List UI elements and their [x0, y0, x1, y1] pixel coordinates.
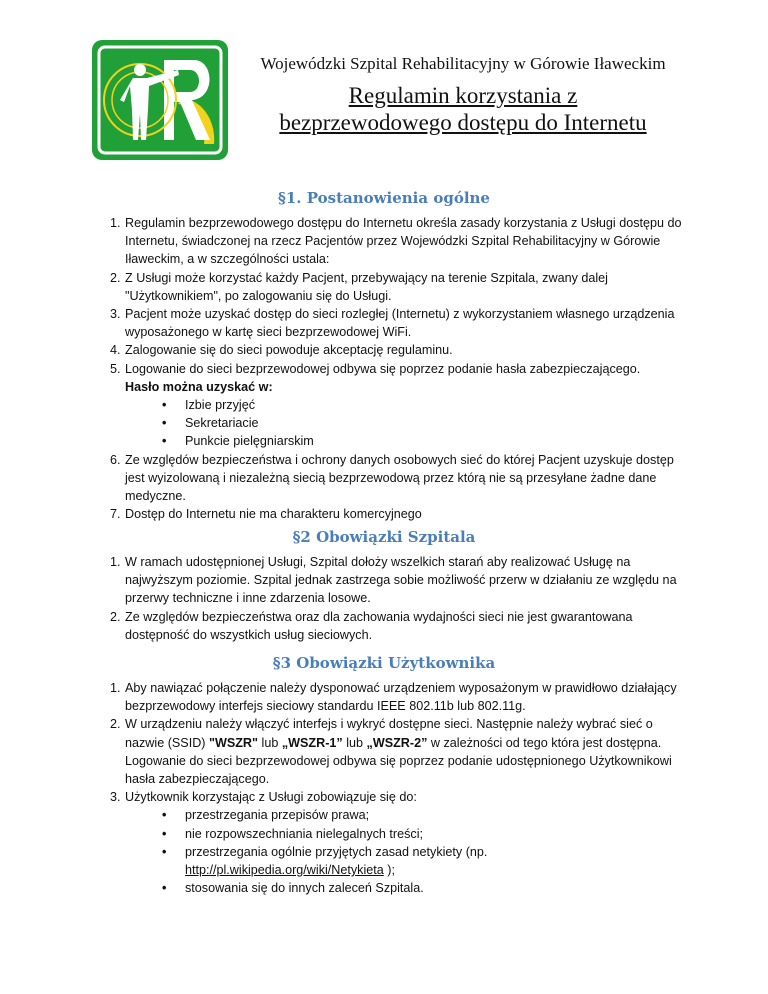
list-item — [0, 608, 768, 644]
bullet-icon: • — [162, 881, 167, 896]
bullet-item — [0, 806, 768, 824]
netykieta-link[interactable]: http://pl.wikipedia.org/wiki/Netykieta — [185, 863, 384, 878]
list-item — [0, 715, 768, 788]
title-line-2: bezprzewodowego dostępu do Internetu — [279, 110, 647, 135]
bullet-text: ); — [383, 863, 395, 878]
title-line-1: Regulamin korzystania z — [348, 83, 578, 108]
section-2-heading: §2 Obowiązki Szpitala — [292, 528, 476, 546]
item-number: 7. — [110, 507, 121, 522]
item-text: W urządzeniu należy włączyć interfejs i wykryć dostępne sieci. Następnie należy wybrać sieć o nazwie (SSID) — [125, 717, 653, 750]
bullet-item — [0, 843, 768, 879]
bullet-icon: • — [162, 416, 167, 431]
item-text: Ze względów bezpieczeństwa oraz dla zachowania wydajności sieci nie jest gwarantowana dostępność do wszystkich usług sieciowych. — [125, 609, 633, 642]
item-text: Z Usługi może korzystać każdy Pacjent, przebywający na terenie Szpitala, zwany dalej "Użytkownikiem", po zalogowaniu się do Usługi. — [125, 270, 608, 303]
list-item — [0, 360, 768, 396]
section-2-list — [0, 553, 768, 644]
bullet-icon: • — [162, 844, 167, 859]
list-item — [0, 679, 768, 715]
item-number: 1. — [110, 681, 121, 695]
list-item — [0, 341, 768, 359]
password-label: Hasło można uzyskać w: — [125, 379, 273, 394]
ssid-wszr: "WSZR" — [208, 735, 259, 750]
bullet-text: przestrzegania ogólnie przyjętych zasad netykiety (np. — [185, 844, 488, 859]
item-text: Ze względów bezpieczeństwa i ochrony danych osobowych sieć do której Pacjent uzyskuje dostęp jest wyizolowaną i niezależną siecią bezprzewodową przez którą nie są przesyłane żadne dane medyczne. — [125, 452, 674, 504]
bullet-text: Izbie przyjęć — [185, 398, 255, 413]
bullet-item — [0, 414, 768, 432]
section-1-list — [0, 214, 768, 523]
list-item — [0, 269, 768, 305]
section-1-heading: §1. Postanowienia ogólne — [278, 189, 490, 207]
section-1 — [0, 188, 768, 523]
section-3-heading: §3 Obowiązki Użytkownika — [272, 654, 496, 672]
item-text: lub — [258, 735, 282, 750]
item-number: 1. — [110, 555, 121, 569]
item-text: Zalogowanie się do sieci powoduje akceptację regulaminu. — [125, 343, 453, 358]
list-item — [0, 788, 768, 806]
bullet-icon: • — [162, 826, 167, 841]
item-text: w zależności od tego która jest dostępna. Logowanie do sieci bezprzewodowej odbywa się poprzez podanie udostępnionego Użytkownikowi hasła zabezpieczającego. — [125, 735, 672, 787]
ssid-wszr-2: „WSZR-2” — [366, 735, 428, 750]
bullet-text: nie rozpowszechniania nielegalnych treści; — [185, 826, 424, 841]
item-number: 4. — [110, 343, 121, 358]
item-text: Pacjent może uzyskać dostęp do sieci rozległej (Internetu) z wykorzystaniem własnego urządzenia wyposażonego w kartę sieci bezprzewodowej WiFi. — [125, 307, 675, 340]
item-number: 5. — [110, 361, 121, 376]
section-2 — [0, 527, 768, 644]
bullet-text: Sekretariacie — [185, 416, 259, 431]
document-header — [92, 40, 682, 160]
bullet-icon: • — [162, 808, 167, 823]
item-number: 2. — [110, 717, 121, 732]
bullet-icon: • — [162, 434, 167, 449]
item-number: 3. — [110, 307, 121, 322]
item-text: Aby nawiązać połączenie należy dysponować urządzeniem wyposażonym w prawidłowo działający bezprzewodowy interfejs sieciowy standardu IEEE 802.11b lub 802.11g. — [125, 681, 677, 714]
section-3 — [0, 653, 768, 897]
bullet-text: stosowania się do innych zaleceń Szpitala. — [185, 881, 424, 896]
list-item — [0, 553, 768, 608]
item-text: Dostęp do Internetu nie ma charakteru komercyjnego — [125, 507, 422, 522]
item-number: 2. — [110, 609, 121, 624]
section-3-list — [0, 679, 768, 897]
document-title — [244, 82, 682, 136]
item-text: lub — [342, 735, 367, 750]
item-text: Logowanie do sieci bezprzewodowej odbywa się poprzez podanie hasła zabezpieczającego. — [125, 361, 641, 376]
list-item — [0, 451, 768, 506]
bullet-item — [0, 825, 768, 843]
bullet-text: przestrzegania przepisów prawa; — [185, 808, 370, 823]
item-number: 3. — [110, 790, 121, 805]
bullet-icon: • — [162, 398, 167, 413]
item-text: Użytkownik korzystając z Usługi zobowiązuje się do: — [125, 790, 417, 805]
hospital-logo — [92, 40, 228, 160]
bullet-text: Punkcie pielęgniarskim — [185, 434, 314, 449]
item-number: 6. — [110, 452, 121, 467]
bullet-item — [0, 396, 768, 414]
institution-name: Wojewódzki Szpital Rehabilitacyjny w Górowie Iławeckim — [260, 54, 666, 73]
bullet-item — [0, 879, 768, 897]
item-text: W ramach udostępnionej Usługi, Szpital dołoży wszelkich starań aby realizować Usługę na najwyższym poziomie. Szpital jednak zastrzega sobie możliwość przerw w działaniu ze względu na przerwy techniczne i inne zdarzenia losowe. — [125, 555, 677, 606]
item-number: 1. — [110, 216, 121, 230]
list-item — [0, 505, 768, 523]
list-item — [0, 214, 768, 269]
ssid-wszr-1: „WSZR-1” — [281, 735, 343, 750]
header-text — [244, 54, 682, 136]
item-number: 2. — [110, 270, 121, 285]
bullet-item — [0, 432, 768, 450]
item-text: Regulamin bezprzewodowego dostępu do Internetu określa zasady korzystania z Usługi dostępu do Internetu, świadczonej na rzecz Pacjentów przez Wojewódzki Szpital Rehabilitacyjny w Górowie Iławeckim, a w szczególności ustala: — [125, 216, 682, 267]
list-item — [0, 305, 768, 341]
